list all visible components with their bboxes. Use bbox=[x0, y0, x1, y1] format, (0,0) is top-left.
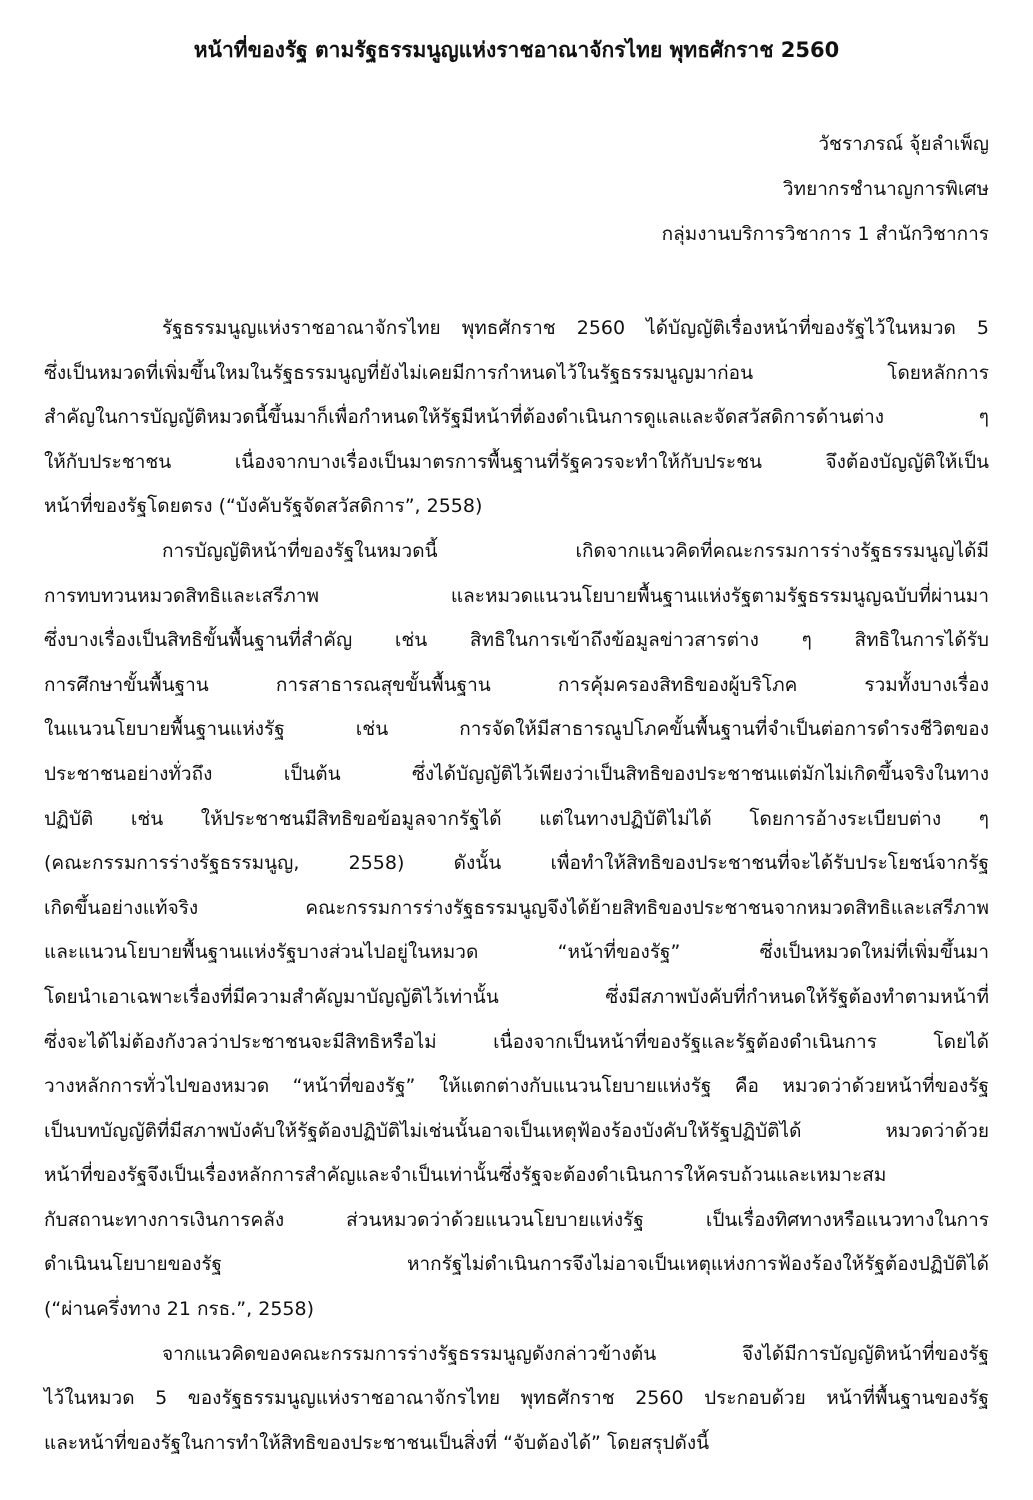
author-affiliation: กลุ่มงานบริการวิชาการ 1 สำนักวิชาการ bbox=[661, 223, 989, 245]
paragraph-line: และแนวนโยบายพื้นฐานแห่งรัฐบางส่วนไปอยู่ในหมวด “หน้าที่ของรัฐ” ซึ่งเป็นหมวดใหม่ที่เพิ่มขึ้นมา bbox=[44, 941, 989, 964]
paragraph-line: วางหลักการทั่วไปของหมวด “หน้าที่ของรัฐ” ให้แตกต่างกับแนวนโยบายแห่งรัฐ คือ หมวดว่าด้วยหน้าที่ของรัฐ bbox=[44, 1075, 989, 1098]
paragraph-line: โดยนำเอาเฉพาะเรื่องที่มีความสำคัญมาบัญญัติไว้เท่านั้น ซึ่งมีสภาพบังคับที่กำหนดให้รัฐต้องทำตามหน้าที่ bbox=[44, 985, 989, 1008]
paragraph bbox=[44, 529, 989, 1332]
paragraph-line: ดำเนินนโยบายของรัฐ หากรัฐไม่ดำเนินการจึงไม่อาจเป็นเหตุแห่งการฟ้องร้องให้รัฐต้องปฏิบัติได้ bbox=[44, 1253, 989, 1276]
paragraph-line: และหน้าที่ของรัฐในการทำให้สิทธิของประชาชนเป็นสิ่งที่ “จับต้องได้” โดยสรุปดังนี้ bbox=[44, 1431, 710, 1454]
author-name: วัชราภรณ์ จุ้ยลำเพ็ญ bbox=[818, 133, 989, 155]
paragraph-line: รัฐธรรมนูญแห่งราชอาณาจักรไทย พุทธศักราช 2560 ได้บัญญัติเรื่องหน้าที่ของรัฐไว้ในหมวด 5 bbox=[162, 317, 989, 339]
paragraph-line: สำคัญในการบัญญัติหมวดนี้ขึ้นมาก็เพื่อกำหนดให้รัฐมีหน้าที่ต้องดำเนินการดูแลและจัดสวัสดิการด้านต่าง ๆ bbox=[44, 406, 989, 429]
paragraph-line: ไว้ในหมวด 5 ของรัฐธรรมนูญแห่งราชอาณาจักรไทย พุทธศักราช 2560 ประกอบด้วย หน้าที่พื้นฐานของรัฐ bbox=[44, 1387, 989, 1410]
paragraph-line: (คณะกรรมการร่างรัฐธรรมนูญ, 2558) ดังนั้น เพื่อทำให้สิทธิของประชาชนที่จะได้รับประโยชน์จากรัฐ bbox=[44, 852, 989, 875]
paragraph-line: หน้าที่ของรัฐจึงเป็นเรื่องหลักการสำคัญและจำเป็นเท่านั้นซึ่งรัฐจะต้องดำเนินการให้ครบถ้วนและเหมาะสม bbox=[44, 1164, 887, 1187]
paragraph-line: (“ผ่านครึ่งทาง 21 กรธ.”, 2558) bbox=[44, 1298, 314, 1321]
paragraph-line: ซึ่งจะได้ไม่ต้องกังวลว่าประชาชนจะมีสิทธิหรือไม่ เนื่องจากเป็นหน้าที่ของรัฐและรัฐต้องดำเนินการ โดยได้ bbox=[44, 1030, 989, 1053]
paragraph-line: การทบทวนหมวดสิทธิและเสรีภาพ และหมวดแนวนโยบายพื้นฐานแห่งรัฐตามรัฐธรรมนูญฉบับที่ผ่านมา bbox=[44, 584, 989, 607]
paragraph-line: การบัญญัติหน้าที่ของรัฐในหมวดนี้ เกิดจากแนวคิดที่คณะกรรมการร่างรัฐธรรมนูญได้มี bbox=[162, 539, 989, 562]
paragraph-line: ปฏิบัติ เช่น ให้ประชาชนมีสิทธิขอข้อมูลจากรัฐได้ แต่ในทางปฏิบัติไม่ได้ โดยการอ้างระเบียบต่าง ๆ bbox=[44, 807, 989, 830]
paragraph-line: ซึ่งบางเรื่องเป็นสิทธิขั้นพื้นฐานที่สำคัญ เช่น สิทธิในการเข้าถึงข้อมูลข่าวสารต่าง ๆ สิทธิในการได้รับ bbox=[44, 629, 989, 652]
paragraph-line: ประชาชนอย่างทั่วถึง เป็นต้น ซึ่งได้บัญญัติไว้เพียงว่าเป็นสิทธิของประชาชนแต่มักไม่เกิดขึ้นจริงในทาง bbox=[44, 762, 989, 785]
paragraph bbox=[44, 1332, 989, 1466]
paragraph-line: ให้กับประชาชน เนื่องจากบางเรื่องเป็นมาตรการพื้นฐานที่รัฐควรจะทำให้กับประชน จึงต้องบัญญัติให้เป็น bbox=[44, 450, 989, 473]
paragraph bbox=[44, 306, 989, 529]
document-title: หน้าที่ของรัฐ ตามรัฐธรรมนูญแห่งราชอาณาจักรไทย พุทธศักราช 2560 bbox=[193, 38, 840, 62]
author-block bbox=[662, 122, 989, 257]
document-body bbox=[44, 306, 989, 1465]
author-position: วิทยากรชำนาญการพิเศษ bbox=[782, 178, 989, 200]
paragraph-line: การศึกษาขั้นพื้นฐาน การสาธารณสุขขั้นพื้นฐาน การคุ้มครองสิทธิของผู้บริโภค รวมทั้งบางเรื่อง bbox=[44, 673, 989, 696]
paragraph-line: กับสถานะทางการเงินการคลัง ส่วนหมวดว่าด้วยแนวนโยบายแห่งรัฐ เป็นเรื่องทิศทางหรือแนวทางในการ bbox=[44, 1208, 989, 1231]
paragraph-line: จากแนวคิดของคณะกรรมการร่างรัฐธรรมนูญดังกล่าวข้างต้น จึงได้มีการบัญญัติหน้าที่ของรัฐ bbox=[162, 1342, 989, 1365]
paragraph-line: เกิดขึ้นอย่างแท้จริง คณะกรรมการร่างรัฐธรรมนูญจึงได้ย้ายสิทธิของประชาชนจากหมวดสิทธิและเสรีภาพ bbox=[44, 896, 989, 919]
paragraph-line: ซึ่งเป็นหมวดที่เพิ่มขึ้นใหมในรัฐธรรมนูญที่ยังไม่เคยมีการกำหนดไว้ในรัฐธรรมนูญมาก่อน โดยหลักการ bbox=[44, 361, 989, 384]
paragraph-line: หน้าที่ของรัฐโดยตรง (“บังคับรัฐจัดสวัสดิการ”, 2558) bbox=[44, 495, 483, 518]
paragraph-line: เป็นบทบัญญัติที่มีสภาพบังคับให้รัฐต้องปฏิบัติไม่เช่นนั้นอาจเป็นเหตุฟ้องร้องบังคับให้รัฐปฏิบัติได้ หมวดว่าด้วย bbox=[44, 1119, 989, 1142]
paragraph-line: ในแนวนโยบายพื้นฐานแห่งรัฐ เช่น การจัดให้มีสาธารณูปโภคขั้นพื้นฐานที่จำเป็นต่อการดำรงชีวิตของ bbox=[44, 718, 989, 741]
